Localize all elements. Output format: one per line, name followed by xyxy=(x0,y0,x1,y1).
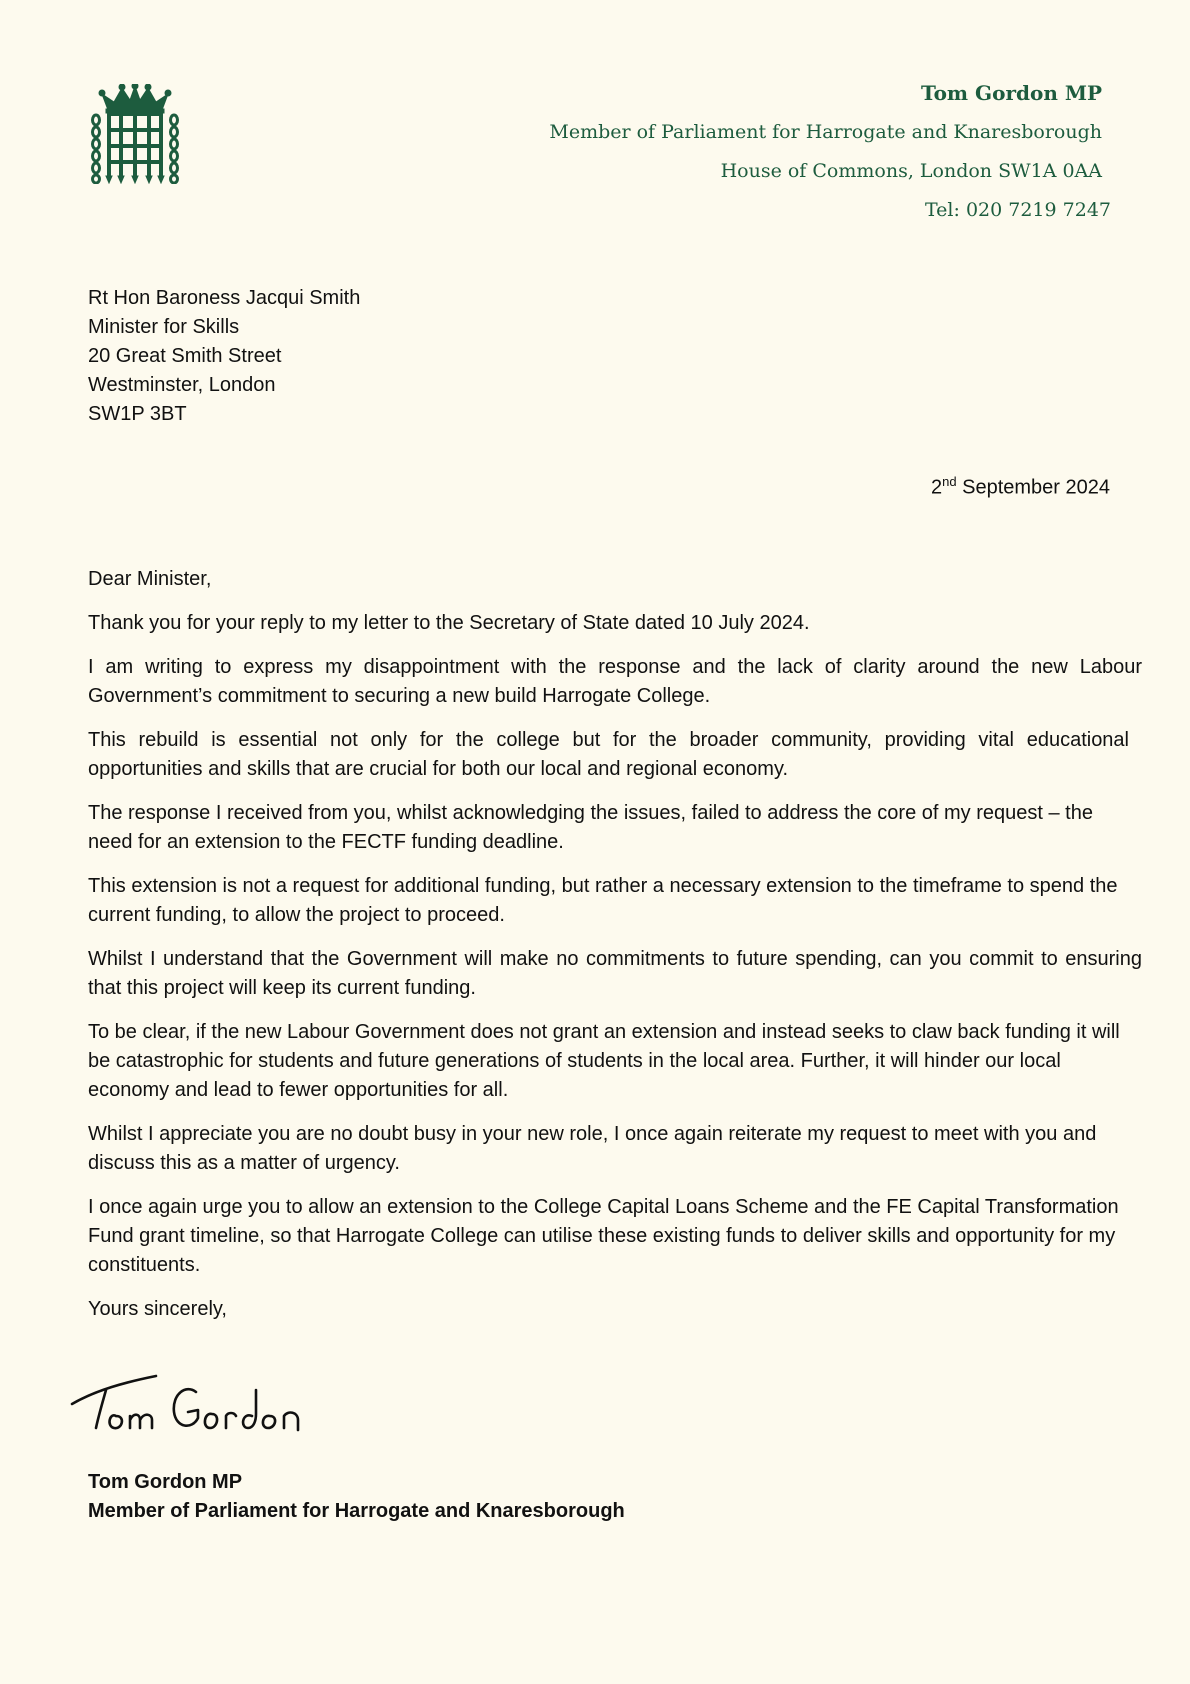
body-paragraph: I am writing to express my disappointment with the response and the lack of clarity around the new Labour Government’s commitment to securing a new build Harrogate College. xyxy=(88,656,1142,707)
body-paragraph: This extension is not a request for additional funding, but rather a necessary extension to the timeframe to spend the current funding, to allow the project to proceed. xyxy=(88,875,1118,926)
date-rest: September 2024 xyxy=(956,476,1110,499)
letterhead-role: Member of Parliament for Harrogate and Knaresborough xyxy=(549,121,1102,143)
letter-date xyxy=(931,474,1110,500)
signature xyxy=(66,1354,326,1444)
date-suffix: nd xyxy=(942,474,957,489)
letterhead-tel: Tel: 020 7219 7247 xyxy=(924,199,1111,221)
salutation: Dear Minister, xyxy=(88,568,212,590)
recipient-line: SW1P 3BT xyxy=(88,403,187,425)
sign-off xyxy=(88,1468,625,1526)
body-paragraph: The response I received from you, whilst acknowledging the issues, failed to address the core of my request – the need for an extension to the FECTF funding deadline. xyxy=(88,802,1093,853)
body-paragraph: To be clear, if the new Labour Government does not grant an extension and instead seeks to claw back funding it will be catastrophic for students and future generations of students in the local area. Further, it will hinder our local economy and lead to fewer opportunities for all. xyxy=(88,1021,1120,1101)
letterhead-address: House of Commons, London SW1A 0AA xyxy=(720,160,1102,182)
date-day: 2 xyxy=(930,476,943,499)
closing: Yours sincerely, xyxy=(88,1298,227,1320)
recipient-line: Rt Hon Baroness Jacqui Smith xyxy=(88,287,361,309)
body-paragraph: Thank you for your reply to my letter to the Secretary of State dated 10 July 2024. xyxy=(88,612,810,634)
sign-off-name: Tom Gordon MP xyxy=(88,1471,243,1493)
recipient-line: 20 Great Smith Street xyxy=(88,345,282,367)
body-paragraph: Whilst I understand that the Government will make no commitments to future spending, can you commit to ensuring that this project will keep its current funding. xyxy=(88,948,1142,999)
portcullis-icon xyxy=(90,84,180,184)
recipient-address xyxy=(88,284,360,429)
sign-off-role: Member of Parliament for Harrogate and Knaresborough xyxy=(88,1500,625,1522)
letter-body xyxy=(88,565,1142,1339)
letterhead xyxy=(549,74,1111,230)
recipient-line: Westminster, London xyxy=(88,374,276,396)
body-paragraph: Whilst I appreciate you are no doubt busy in your new role, I once again reiterate my request to meet with you and discuss this as a matter of urgency. xyxy=(88,1123,1097,1174)
body-paragraph: This rebuild is essential not only for the college but for the broader community, providing vital educational opportunities and skills that are crucial for both our local and regional economy. xyxy=(88,729,1129,780)
letterhead-name: Tom Gordon MP xyxy=(920,81,1102,105)
recipient-line: Minister for Skills xyxy=(88,316,240,338)
body-paragraph: I once again urge you to allow an extension to the College Capital Loans Scheme and the FE Capital Transformation Fund grant timeline, so that Harrogate College can utilise these existing funds to deliver skills and opportunity for my constituents. xyxy=(88,1196,1119,1276)
